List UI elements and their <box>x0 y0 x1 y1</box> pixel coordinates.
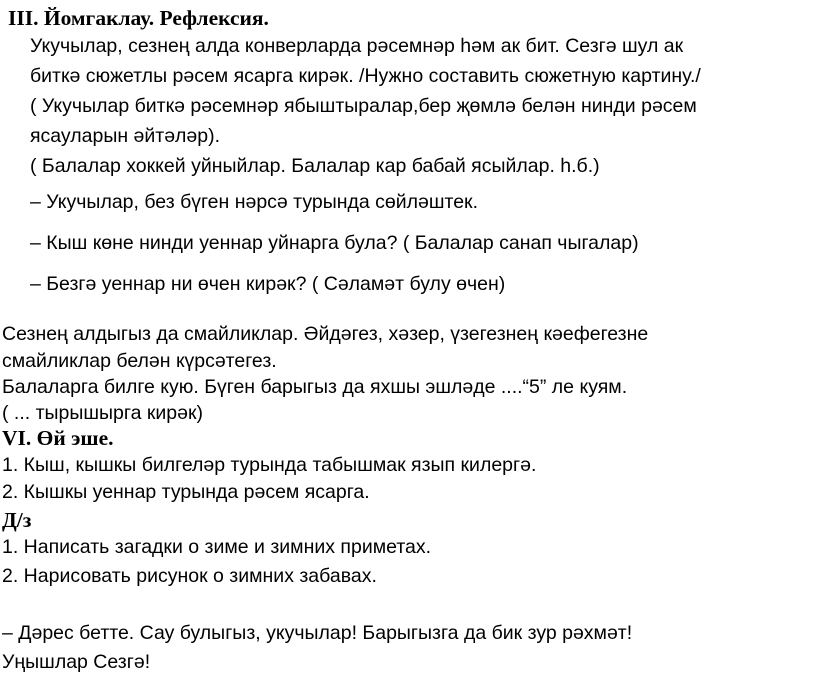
paragraph-line: Балаларга билге кую. Бүген барыгыз да яхшы эшләде ....“5” ле куям. <box>2 376 628 398</box>
section-iii-heading: III. Йомгаклау. Рефлексия. <box>8 6 269 30</box>
section-vi-heading: VI. Өй эше. <box>2 426 114 450</box>
list-item: 2. Кышкы уеннар турында рәсем ясарга. <box>2 481 370 503</box>
dz-heading: Д/з <box>2 508 32 532</box>
list-item: 2. Нарисовать рисунок о зимних забавах. <box>2 565 377 587</box>
closing-line: Уңышлар Сезгә! <box>2 651 151 673</box>
paragraph-line: ясауларын әйтәләр). <box>30 125 221 147</box>
paragraph-line: ( Балалар хоккей уйныйлар. Балалар кар бабай ясыйлар. һ.б.) <box>30 155 600 177</box>
paragraph-line: Сезнең алдыгыз да смайликлар. Әйдәгез, хәзер, үзегезнең кәефегезне <box>2 323 649 345</box>
paragraph-line: смайликлар белән күрсәтегез. <box>2 350 277 372</box>
paragraph-line: Укучылар, сезнең алда конверларда рәсемнәр һәм ак бит. Сезгә шул ак <box>30 35 684 57</box>
paragraph-line: ( ... тырышырга кирәк) <box>2 402 203 424</box>
paragraph-line: биткә сюжетлы рәсем ясарга кирәк. /Нужно составить сюжетную картину./ <box>30 65 701 87</box>
list-item: 1. Написать загадки о зиме и зимних приметах. <box>2 536 432 558</box>
dialogue-line: – Укучылар, без бүген нәрсә турында сөйләштек. <box>30 191 478 213</box>
paragraph-line: ( Укучылар биткә рәсемнәр ябыштыралар,бер җөмлә белән нинди рәсем <box>30 95 697 117</box>
list-item: 1. Кыш, кышкы билгеләр турында табышмак язып килергә. <box>2 454 537 476</box>
dialogue-line: – Безгә уеннар ни өчен кирәк? ( Сәламәт булу өчен) <box>30 273 506 295</box>
dialogue-line: – Кыш көне нинди уеннар уйнарга була? ( Балалар санап чыгалар) <box>30 232 639 254</box>
closing-line: – Дәрес бетте. Сау булыгыз, укучылар! Барыгызга да бик зур рәхмәт! <box>2 622 633 644</box>
